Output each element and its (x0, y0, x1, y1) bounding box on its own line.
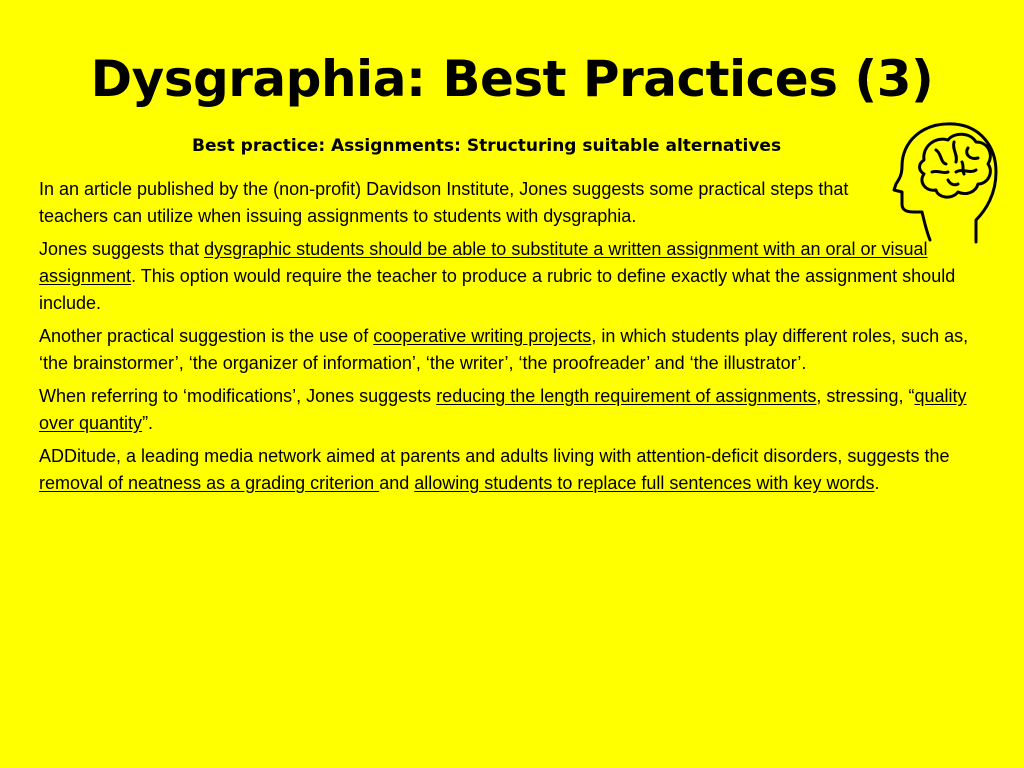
paragraph-4-text: When referring to ‘modifications’, Jones suggests (39, 386, 437, 406)
oral-visual-substitute-link[interactable]: dysgraphic students should be able to substitute a written assignment with an oral or visual assignment (39, 239, 928, 286)
paragraph-1-text: In an article published by the (non-profit) Davidson Institute, Jones suggests some practical steps that teachers can utilize when issuing assignments to students with dysgraphia. (39, 179, 849, 226)
reduce-length-link[interactable]: reducing the length requirement of assignments (436, 386, 817, 406)
paragraph-2-text: Jones suggests that (39, 239, 205, 259)
paragraph-1 (39, 176, 884, 230)
body-text (39, 176, 989, 503)
paragraph-5-text: ADDitude, a leading media network aimed at parents and adults living with attention-deficit disorders, suggests the (39, 446, 950, 466)
paragraph-3-text: Another practical suggestion is the use of (39, 326, 374, 346)
paragraph-2 (39, 236, 989, 317)
paragraph-3 (39, 323, 989, 377)
paragraph-5 (39, 443, 989, 497)
quality-over-quantity-link[interactable]: quality over quantity (39, 386, 967, 433)
paragraph-4-text-mid: , stressing, “ (816, 386, 915, 406)
paragraph-5-text-end: . (874, 473, 880, 493)
remove-neatness-link[interactable]: removal of neatness as a grading criterion (39, 473, 380, 493)
paragraph-4-text-end: ”. (142, 413, 154, 433)
slide-subtitle: Best practice: Assignments: Structuring suitable alternatives (192, 136, 782, 156)
paragraph-2-text-end: . This option would require the teacher to produce a rubric to define exactly what the assignment should include. (39, 266, 956, 313)
slide-title: Dysgraphia: Best Practices (3) (90, 50, 934, 108)
paragraph-3-text-end: , in which students play different roles, such as, ‘the brainstormer’, ‘the organizer of information’, ‘the writer’, ‘the proofreader’ and ‘the illustrator’. (39, 326, 969, 373)
paragraph-4 (39, 383, 989, 437)
key-words-link[interactable]: allowing students to replace full sentences with key words (414, 473, 875, 493)
paragraph-5-text-mid: and (379, 473, 415, 493)
cooperative-writing-link[interactable]: cooperative writing projects (373, 326, 592, 346)
